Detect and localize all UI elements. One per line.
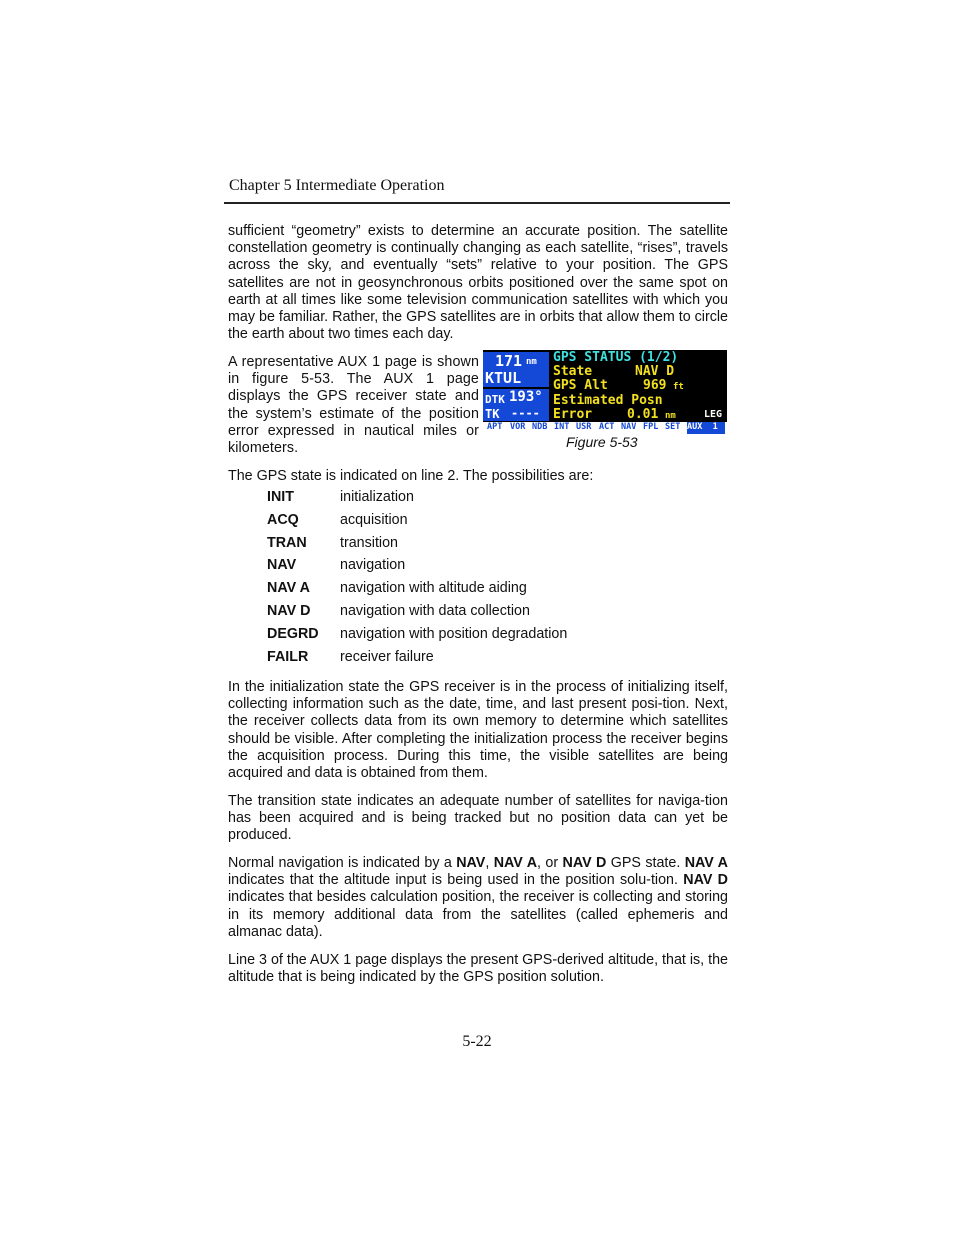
- nav-text: GPS state.: [606, 855, 685, 871]
- leg-indicator: LEG: [704, 409, 723, 420]
- nav-text: indicates that the altitude input is being used in the position solu-tion.: [228, 872, 684, 889]
- distance-value: 171: [495, 352, 523, 370]
- state-term: TRAN: [267, 534, 307, 551]
- state-row: [267, 535, 707, 558]
- menu-item-nav: NAV: [621, 422, 637, 432]
- waypoint-id: KTUL: [485, 369, 522, 387]
- state-term: NAV: [267, 557, 297, 574]
- nav-text: indicates that besides calculation position, the receiver is collecting and storing in its memory additional data from the satellites (called ephemeris and almanac data).: [228, 889, 728, 940]
- tk-label: TK: [485, 407, 500, 421]
- state-row: [267, 603, 707, 626]
- state-desc: navigation with altitude aiding: [340, 580, 527, 597]
- dtk-panel: [483, 389, 549, 407]
- gps-alt-label: GPS Alt: [553, 378, 608, 393]
- state-label: State: [553, 364, 593, 379]
- state-term: NAV D: [267, 602, 311, 619]
- paragraph-geometry: sufficient “geometry” exists to determine an accurate position. The satellite constellation geometry is continually changing as each satellite, “rises”, travels across the sky, and eventually “sets” relative to your position. The GPS satellites are not in geosynchronous orbits positioned over the same spot on earth at all times like some television communication satellites with which you may be familiar. Rather, the GPS satellites are in orbits that allow them to circle the earth about two times each day.: [228, 223, 728, 343]
- nav-d-term: NAV D: [562, 855, 607, 871]
- state-term: ACQ: [267, 511, 299, 528]
- paragraph-aux1-intro: A representative AUX 1 page is shown in figure 5-53. The AUX 1 page displays the GPS receiver state and the system’s estimate of the position error expressed in nautical miles or kilometers.: [228, 354, 479, 457]
- state-desc: acquisition: [340, 511, 408, 528]
- distance-panel: [483, 352, 549, 370]
- nav-a-term: NAV A: [493, 855, 538, 871]
- menu-item-act: ACT: [599, 422, 615, 432]
- nav-text: Normal navigation is indicated by a: [228, 855, 457, 871]
- error-label: Error: [553, 407, 593, 422]
- error-unit: nm: [665, 411, 676, 421]
- figure-caption: Figure 5-53: [566, 434, 638, 450]
- menu-item-usr: USR: [576, 422, 592, 432]
- state-row: [267, 512, 707, 535]
- distance-unit: nm: [526, 357, 537, 367]
- menu-item-apt: APT: [487, 422, 503, 432]
- tk-panel: [483, 407, 549, 421]
- state-term: DEGRD: [267, 625, 319, 642]
- header-rule: [224, 202, 730, 204]
- state-value: NAV D: [635, 364, 675, 379]
- state-desc: transition: [340, 534, 399, 551]
- aux1-screen-figure: [483, 350, 727, 434]
- menu-item-ndb: NDB: [532, 422, 548, 432]
- menu-item-int: INT: [554, 422, 570, 432]
- error-value: 0.01: [627, 407, 659, 422]
- nav-a-term: NAV A: [684, 855, 728, 871]
- menu-item-aux1-active: AUX 1: [687, 422, 725, 434]
- gps-alt-value: 969: [643, 378, 667, 393]
- state-desc: navigation with data collection: [340, 602, 530, 619]
- gps-status-title: GPS STATUS (1/2): [553, 350, 679, 365]
- nav-text: , or: [537, 855, 563, 871]
- state-desc: navigation with position degradation: [340, 625, 568, 642]
- tk-value: ----: [511, 406, 540, 420]
- state-row: [267, 557, 707, 580]
- nav-text: ,: [485, 855, 494, 871]
- states-intro: The GPS state is indicated on line 2. The possibilities are:: [228, 468, 594, 484]
- page-menu-bar: [483, 422, 727, 434]
- menu-item-set: SET: [665, 422, 681, 432]
- state-row: [267, 649, 707, 672]
- state-desc: navigation: [340, 557, 406, 574]
- gps-alt-unit: ft: [673, 382, 684, 392]
- menu-item-vor: VOR: [510, 422, 526, 432]
- state-row: [267, 580, 707, 603]
- state-term: INIT: [267, 489, 295, 505]
- paragraph-altitude: Line 3 of the AUX 1 page displays the present GPS-derived altitude, that is, the altitude that is being indicated by the GPS position solution.: [228, 952, 728, 986]
- state-desc: initialization: [340, 489, 414, 505]
- state-row: [267, 489, 707, 512]
- menu-item-fpl: FPL: [643, 422, 659, 432]
- waypoint-panel: [483, 370, 549, 387]
- nav-d-term: NAV D: [683, 872, 728, 889]
- paragraph-initialization: In the initialization state the GPS receiver is in the process of initializing itself, collecting information such as the date, time, and last present posi-tion. Next, the receiver collects data from its own memory to determine which satellites should be visible. After completing the initialization process the receiver begins the acquisition process. During this time, the visible satellites are being acquired and data is obtained from them.: [228, 679, 728, 782]
- dtk-label: DTK: [485, 393, 505, 406]
- paragraph-transition: The transition state indicates an adequate number of satellites for naviga-tion has been acquired and is being tracked but no position data can yet be produced.: [228, 793, 728, 844]
- state-row: [267, 626, 707, 649]
- state-term: FAILR: [267, 648, 309, 665]
- dtk-value: 193°: [509, 389, 543, 405]
- state-term: NAV A: [267, 580, 310, 597]
- nav-term: NAV: [456, 855, 486, 871]
- chapter-header: Chapter 5 Intermediate Operation: [229, 177, 445, 194]
- estimated-posn-label: Estimated Posn: [553, 393, 663, 408]
- page-number: 5-22: [462, 1033, 492, 1050]
- gps-state-list: [267, 489, 707, 671]
- paragraph-navigation: [228, 855, 728, 941]
- state-desc: receiver failure: [340, 648, 434, 665]
